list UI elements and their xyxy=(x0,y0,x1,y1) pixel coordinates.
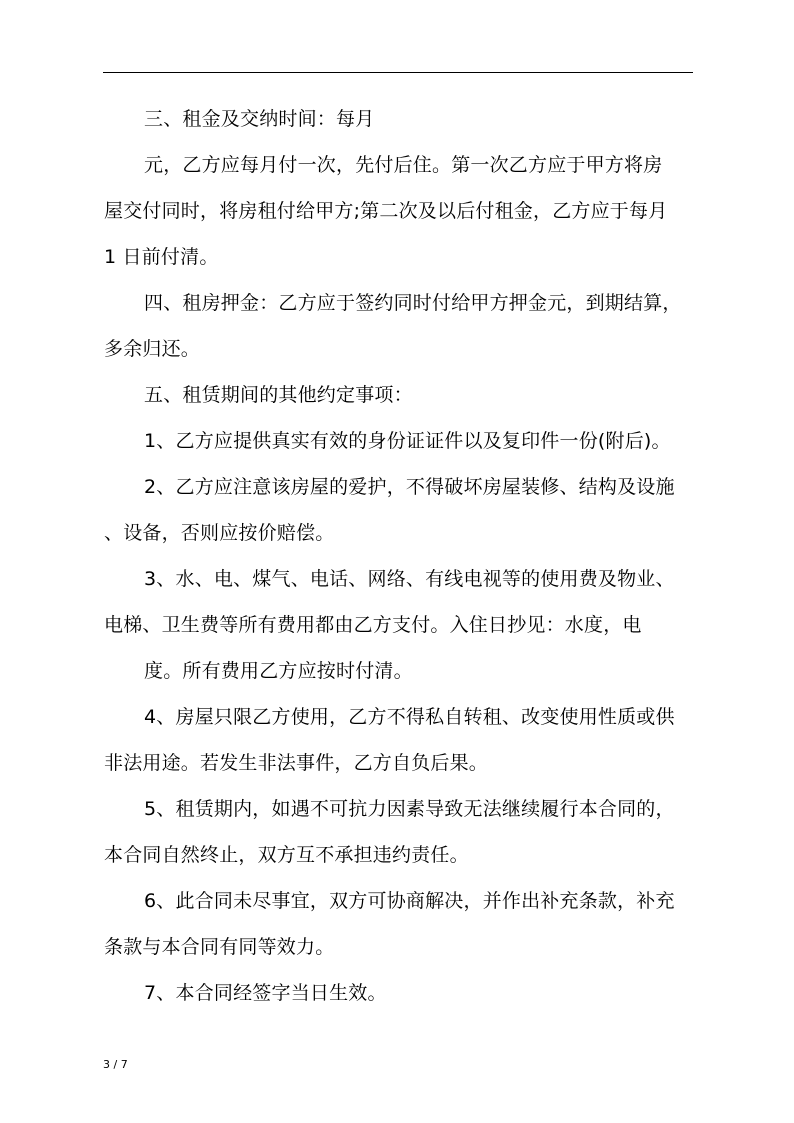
item-2-line-1: 2、乙方应注意该房屋的爱护，不得破坏房屋装修、结构及设施 xyxy=(144,476,675,498)
item-4-line-2: 非法用途。若发生非法事件，乙方自负后果。 xyxy=(104,752,489,774)
item-3-line-3: 度。所有费用乙方应按时付清。 xyxy=(144,660,413,682)
item-6-line-1: 6、此合同未尽事宜，双方可协商解决，并作出补充条款，补充 xyxy=(144,890,675,912)
item-3-line-2: 电梯、卫生费等所有费用都由乙方支付。入住日抄见：水度，电 xyxy=(104,614,642,636)
item-5-line-2: 本合同自然终止，双方互不承担违约责任。 xyxy=(104,844,469,866)
clause-3-heading: 三、租金及交纳时间：每月 xyxy=(144,108,375,130)
item-7: 7、本合同经签字当日生效。 xyxy=(144,982,387,1004)
clause-3-line-1: 元，乙方应每月付一次，先付后住。第一次乙方应于甲方将房 xyxy=(144,154,663,176)
clause-4-line-1: 四、租房押金：乙方应于签约同时付给甲方押金元，到期结算， xyxy=(144,292,682,314)
item-3-line-1: 3、水、电、煤气、电话、网络、有线电视等的使用费及物业、 xyxy=(144,568,675,590)
item-6-line-2: 条款与本合同有同等效力。 xyxy=(104,936,335,958)
item-4-line-1: 4、房屋只限乙方使用，乙方不得私自转租、改变使用性质或供 xyxy=(144,706,675,728)
clause-3-line-3: 1 日前付清。 xyxy=(104,246,219,268)
item-5-line-1: 5、租赁期内，如遇不可抗力因素导致无法继续履行本合同的， xyxy=(144,798,675,820)
header-rule xyxy=(103,72,693,73)
item-1: 1、乙方应提供真实有效的身份证证件以及复印件一份(附后)。 xyxy=(144,430,671,452)
clause-3-line-2: 屋交付同时，将房租付给甲方;第二次及以后付租金，乙方应于每月 xyxy=(104,200,668,222)
page-number: 3 / 7 xyxy=(103,1058,128,1071)
clause-4-line-2: 多余归还。 xyxy=(104,338,201,360)
item-2-line-2: 、设备，否则应按价赔偿。 xyxy=(104,522,335,544)
clause-5-heading: 五、租赁期间的其他约定事项： xyxy=(144,384,413,406)
